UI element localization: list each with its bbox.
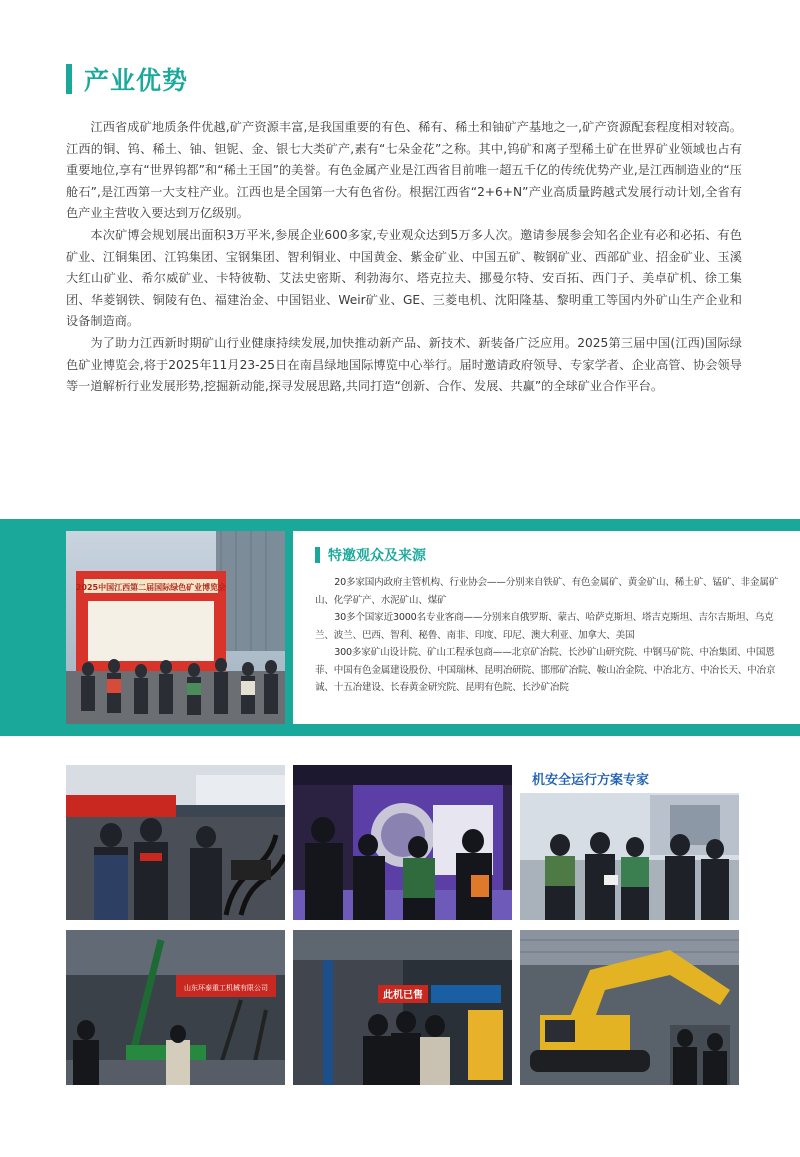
photo-booth-drill-rig bbox=[66, 930, 285, 1085]
exhibition-hall-photo bbox=[66, 531, 285, 724]
paragraph-event: 为了助力江西新时期矿山行业健康持续发展,加快推动新产品、新技术、新装备广泛应用。2025第三届中国(江西)国际绿色矿业博览会,将于2025年11月23-25日在南昌绿地国际博览中心举行。届时邀请政府领导、专家学者、企业高管、协会领导等一道解析行业发展形势,挖掘新动能,探寻发展思路,共同打造“创新、合作、发展、共赢”的全球矿业合作平台。 bbox=[66, 335, 742, 394]
paragraph-intro: 江西省成矿地质条件优越,矿产资源丰富,是我国重要的有色、稀有、稀土和铀矿产基地之一,矿产资源配套程度相对较高。江西的铜、钨、稀土、铀、钽铌、金、银七大类矿产,素有“七朵金花”之称。其中,钨矿和离子型稀土矿在世界矿业领域也占有重要地位,享有“世界钨都”和“稀土王国”的美誉。有色金属产业是江西省目前唯一超五千亿的传统优势产业,是江西制造业的“压舱石”,是江西第一大支柱产业。江西也是全国第一大有色省份。根据江西省“2+6+N”产业高质量跨越式发展行动计划,全省有色产业主营收入要达到万亿级别。 bbox=[66, 120, 742, 221]
paragraph-exhibitors: 本次矿博会规划展出面积3万平米,参展企业600多家,专业观众达到5万多人次。邀请参展参会知名企业有必和必拓、有色矿业、江铜集团、江钨集团、宝钢集团、智利铜业、中国黄金、紫金矿业、中国五矿、鞍钢矿业、西部矿业、招金矿业、玉溪大红山矿业、希尔威矿业、卡特彼勒、艾法史密斯、利勃海尔、塔克拉夫、挪曼尔特、安百拓、西门子、美卓矿机、徐工集团、华菱钢铁、铜陵有色、福建治金、中国铝业、Weir矿业、GE、三菱电机、沈阳隆基、黎明重工等国内外矿山生产企业和设备制造商。 bbox=[66, 227, 742, 329]
photo-booth-excavator bbox=[520, 930, 739, 1085]
photo-booth-drilling bbox=[66, 765, 285, 920]
section-title: 产业优势 bbox=[84, 66, 189, 95]
photo-booth-sold bbox=[293, 930, 512, 1085]
hall-banner-text: 2025中国江西第二届国际绿色矿业博览会 bbox=[75, 583, 227, 592]
photo-grid bbox=[66, 765, 740, 1085]
visitors-header bbox=[315, 545, 782, 565]
section-header bbox=[66, 62, 188, 96]
booth-sign-safety: 机安全运行方案专家 bbox=[532, 773, 650, 788]
photo-booth-purple bbox=[293, 765, 512, 920]
title-accent-bar bbox=[66, 64, 72, 94]
booth-sign-drilling: 山东环泰重工机械有限公司 bbox=[184, 984, 268, 992]
photo-booth-safety bbox=[520, 765, 739, 920]
visitors-title: 特邀观众及来源 bbox=[328, 548, 426, 564]
visitor-source-international: 30多个国家近3000名专业客商——分别来自俄罗斯、蒙古、哈萨克斯坦、塔吉克斯坦、吉尔吉斯坦、乌克兰、波兰、巴西、智利、秘鲁、南非、印度、印尼、澳大利亚、加拿大、美国 bbox=[315, 612, 774, 641]
booth-sign-sold: 此机已售 bbox=[383, 990, 423, 1001]
visitors-accent-bar bbox=[315, 547, 320, 563]
visitor-source-institutes: 300多家矿山设计院、矿山工程承包商——北京矿冶院、长沙矿山研究院、中钢马矿院、中冶集团、中国恩菲、中国有色金属建设股份、中国瑞林、昆明冶研院、邯邢矿冶院、鞍山冶金院、中冶北方、中冶长天、中冶京诚、十五冶建设、长春黄金研究院、昆明有色院、长沙矿冶院 bbox=[315, 647, 776, 693]
visitor-source-government: 20多家国内政府主管机构、行业协会——分别来自铁矿、有色金属矿、黄金矿山、稀土矿、锰矿、非金属矿山、化学矿产、水泥矿山、煤矿 bbox=[315, 577, 779, 606]
visitors-panel bbox=[293, 531, 800, 724]
body-text bbox=[66, 117, 742, 398]
